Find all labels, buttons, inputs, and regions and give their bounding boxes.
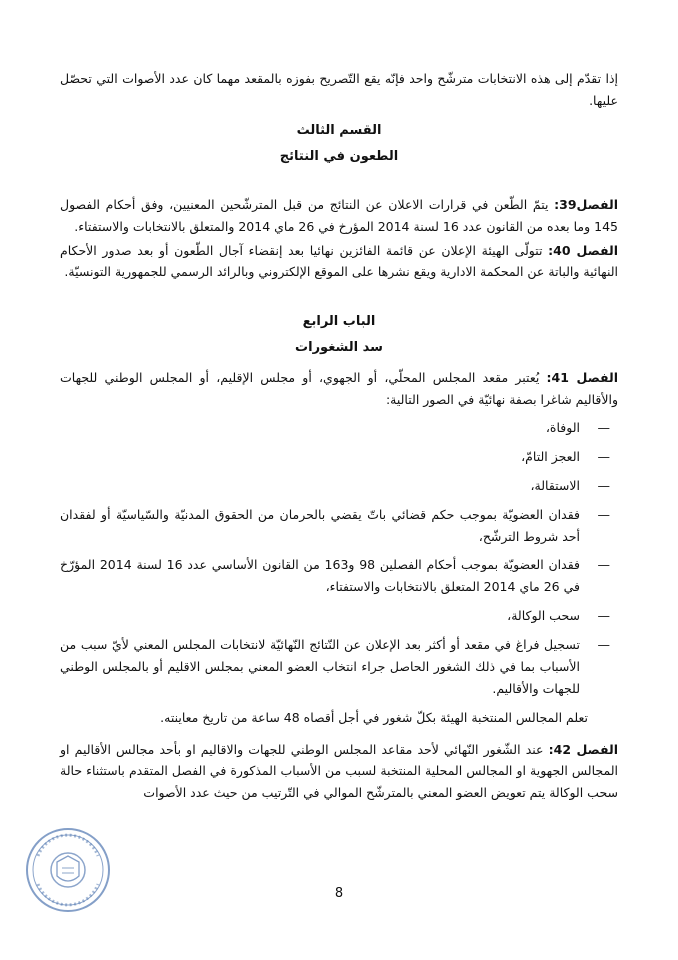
dash-marker: — (597, 557, 610, 573)
article-42 (60, 739, 618, 805)
list-item: — سحب الوكالة، (60, 605, 618, 627)
article-41-text: يُعتبر مقعد المجلس المحلّي، أو الجهوي، أو مجلس الإقليم، أو المجلس الوطني للجهات والأقاليم شاغرا بصفة نهائيّة في الصور التالية: (60, 370, 618, 408)
article-42-text: عند الشّغور النّهائي لأحد مقاعد المجلس الوطني للجهات والاقاليم او بأحد مجالس الأقاليم او المجالس الجهوية او المجالس المحلية المنتخبة لسبب من الأسباب المذكورة في الفصل المتقدم باستثناء حالة سحب الوكالة يتم تعويض العضو المعني بالمترشّح الموالي في التّرتيب من حيث عدد الأصوات (60, 741, 618, 801)
chapter-subtitle: سد الشغورات (295, 340, 383, 356)
dash-marker: — (597, 420, 610, 435)
list-item: — العجز التامّ، (60, 446, 618, 468)
article-40 (60, 240, 618, 284)
chapter-title: الباب الرابع (302, 314, 376, 330)
article-39 (60, 194, 618, 238)
vacancy-cases-list (60, 417, 618, 700)
page-number: 8 (334, 886, 344, 901)
article-41-label: الفصل 41: (546, 370, 618, 386)
section-title: القسم الثالث (296, 122, 382, 138)
intro-paragraph: إذا تقدّم إلى هذه الانتخابات مترشّح واحد فإنّه يقع التّصريح بفوزه بالمقعد مهما كان عدد الأصوات التي تحصّل عليها. (60, 71, 618, 108)
dash-marker: — (597, 506, 610, 522)
section-subtitle: الطعون في النتائج (279, 148, 399, 164)
notification-paragraph: تعلم المجالس المنتخبة الهيئة بكلّ شغور في أجل أقصاه 48 ساعة من تاريخ معاينته. (160, 709, 588, 725)
list-item: — الوفاة، (60, 417, 618, 439)
list-item: — الاستقالة، (60, 475, 618, 497)
dash-marker: — (597, 608, 610, 624)
article-42-label: الفصل 42: (548, 741, 618, 757)
article-41 (60, 367, 618, 411)
article-39-label: الفصل39: (554, 196, 618, 212)
article-39-text: يتمّ الطّعن في قرارات الاعلان عن النتائج من قبل المترشّحين المعنيين، وفق أحكام الفصول 145 وما بعده من القانون عدد 16 لسنة 2014 المؤرخ في 26 ماي 2014 والمتعلق بالانتخابات والاستفتاء. (60, 196, 618, 234)
list-item: — فقدان العضويّة بموجب حكم قضائي باتّ يقضي بالحرمان من الحقوق المدنيّة والسّياسيّة أو لفقدان أحد شروط الترشّح، (60, 504, 618, 548)
dash-marker: — (597, 637, 610, 652)
official-seal-icon (24, 826, 112, 914)
article-40-text: تتولّى الهيئة الإعلان عن قائمة الفائزين نهائيا بعد إنقضاء آجال الطّعون أو بعد صدور الأحكام النهائية والباتة عن المحكمة الادارية ويقع نشرها على الموقع الإلكتروني وبالرائد الرسمي للجمهورية التونسيّة. (60, 242, 618, 280)
article-40-label: الفصل 40: (548, 242, 618, 258)
document-body (60, 68, 618, 806)
dash-marker: — (597, 477, 610, 493)
list-item: — تسجيل فراغ في مقعد أو أكثر بعد الإعلان عن النّتائج النّهائيّة لانتخابات المجلس المعني لأيّ سبب من الأسباب بما في ذلك الشغور الحاصل جراء انتخاب العضو المعني بمجلس الاقليم أو بالمجلس الوطني للجهات والأقاليم. (60, 634, 618, 700)
dash-marker: — (597, 448, 610, 464)
list-item: — فقدان العضويّة بموجب أحكام الفصلين 98 و163 من القانون الأساسي عدد 16 لسنة 2014 المؤرّخ في 26 ماي 2014 المتعلق بالانتخابات والاستفتاء، (60, 554, 618, 598)
